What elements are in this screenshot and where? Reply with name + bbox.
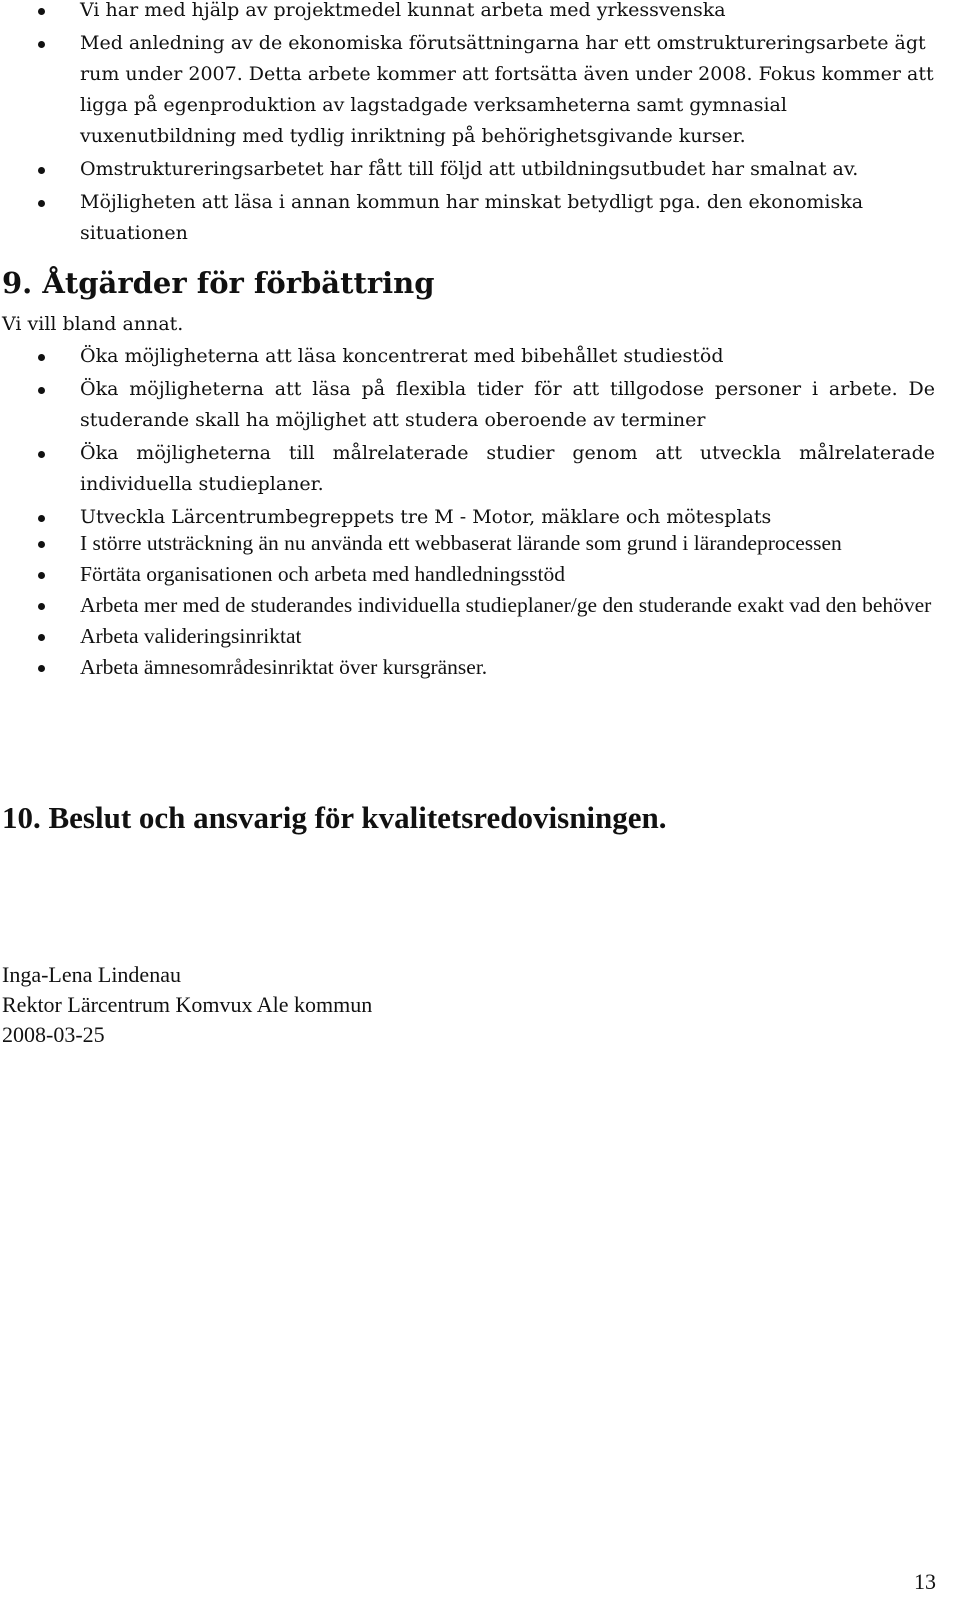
bullet-icon [38,451,45,458]
list-item [0,559,935,590]
list-item-text: Arbeta mer med de studerandes individuella studieplaner/ge den studerande exakt vad den behöver [80,593,932,617]
list-item [0,154,935,185]
list-item-text: Arbeta ämnesområdesinriktat över kursgränser. [80,655,488,679]
improvement-bullet-list [0,341,935,535]
list-item [0,590,935,621]
bullet-icon [38,387,45,394]
bullet-icon [38,665,45,672]
signature-title: Rektor Lärcentrum Komvux Ale kommun [2,992,373,1017]
section-9-intro: Vi vill bland annat. [2,313,184,335]
list-item-text: I större utsträckning än nu använda ett webbaserat lärande som grund i lärandeprocessen [80,531,842,555]
section-10-heading: 10. Beslut och ansvarig för kvalitetsredovisningen. [2,800,667,835]
list-item-text: Förtäta organisationen och arbeta med handledningsstöd [80,562,566,586]
bullet-icon [38,541,45,548]
bullet-icon [38,354,45,361]
bullet-icon [38,200,45,207]
bullet-icon [38,572,45,579]
list-item-text: Vi har med hjälp av projektmedel kunnat arbeta med yrkessvenska [80,0,726,21]
signature-name: Inga-Lena Lindenau [2,962,181,987]
list-item-text: Öka möjligheterna till målrelaterade studier genom att utveckla målrelaterade individuella studieplaner. [80,442,935,495]
status-bullet-list [0,0,935,251]
signature-date: 2008-03-25 [2,1022,105,1047]
bullet-icon [38,8,45,15]
page-number: 13 [914,1569,936,1594]
improvement-bullet-list-b [0,528,935,683]
list-item-text: Med anledning av de ekonomiska förutsättningarna har ett omstruktureringsarbete ägt rum under 2007. Detta arbete kommer att fortsätta även under 2008. Fokus kommer att ligga på egenproduktion av lagstadgade verksamheterna samt gymnasial vuxenutbildning med tydlig inriktning på behörighetsgivande kurser. [80,32,934,147]
bullet-icon [38,603,45,610]
list-item-text: Utveckla Lärcentrumbegreppets tre M - Motor, mäklare och mötesplats [80,506,772,528]
list-item [0,438,935,500]
bullet-icon [38,41,45,48]
signature-block [2,960,372,1050]
list-item-text: Arbeta valideringsinriktat [80,624,302,648]
list-item [0,341,935,372]
list-item [0,621,935,652]
list-item [0,187,935,249]
list-item [0,652,935,683]
list-item-text: Omstruktureringsarbetet har fått till följd att utbildningsutbudet har smalnat av. [80,158,859,180]
bullet-icon [38,515,45,522]
list-item-text: Möjligheten att läsa i annan kommun har minskat betydligt pga. den ekonomiska situationen [80,191,864,244]
list-item [0,374,935,436]
list-item [0,0,935,26]
bullet-icon [38,167,45,174]
list-item [0,28,935,152]
bullet-icon [38,634,45,641]
list-item-text: Öka möjligheterna att läsa koncentrerat med bibehållet studiestöd [80,345,724,367]
list-item [0,528,935,559]
list-item-text: Öka möjligheterna att läsa på flexibla tider för att tillgodose personer i arbete. De studerande skall ha möjlighet att studera oberoende av terminer [80,378,935,431]
section-9-heading: 9. Åtgärder för förbättring [2,266,435,300]
